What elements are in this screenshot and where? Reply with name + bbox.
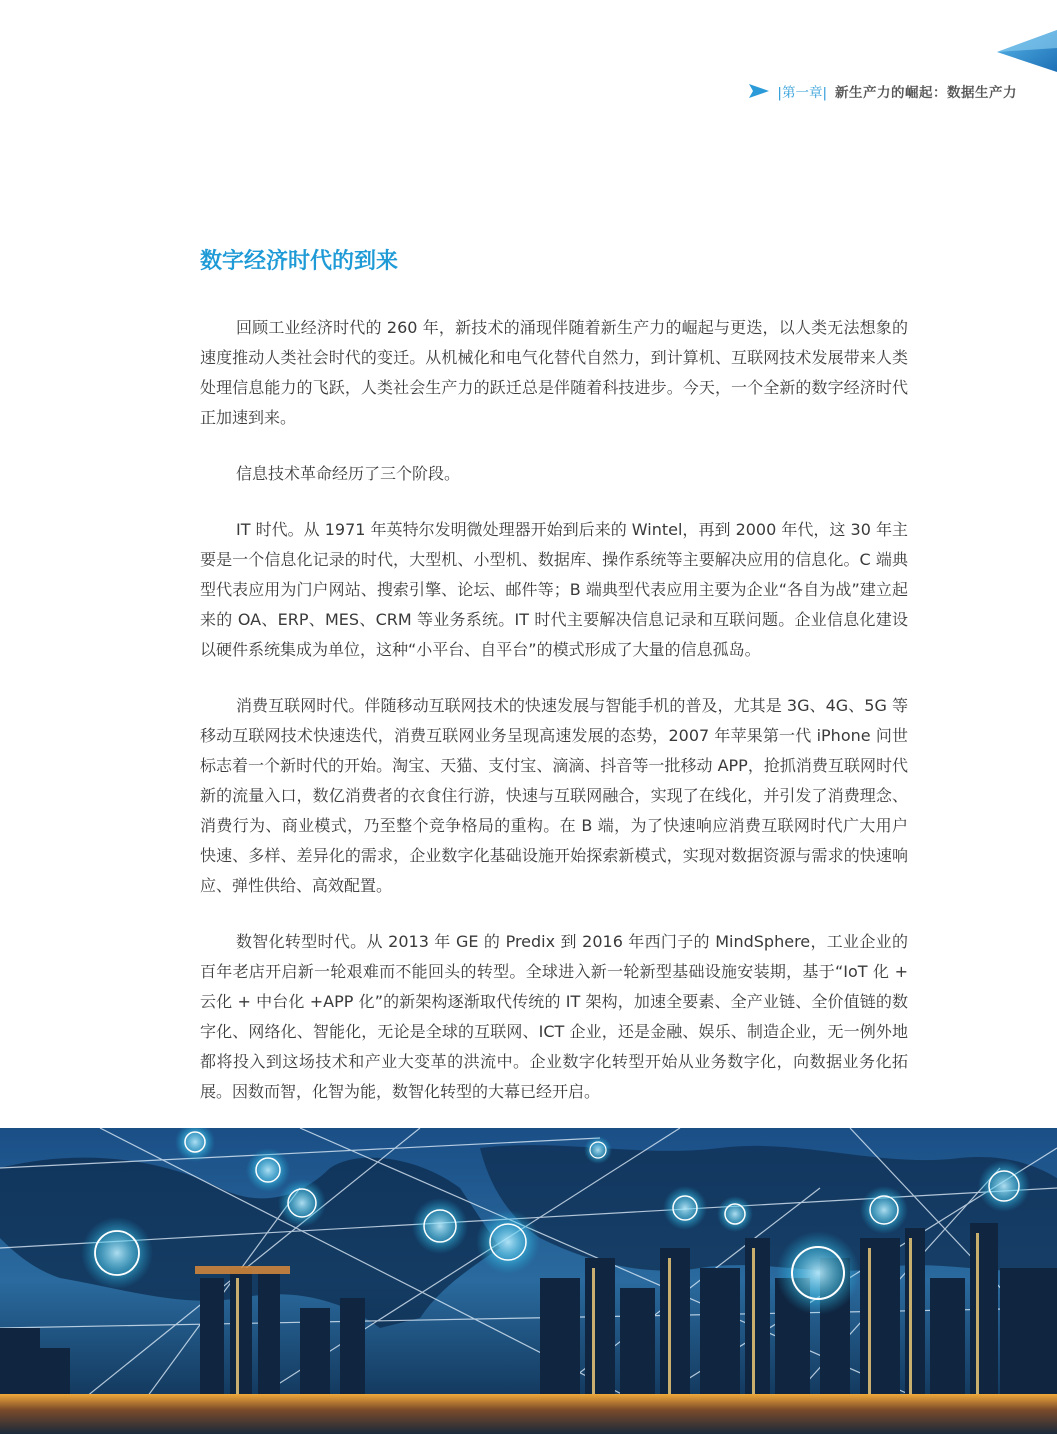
globe-icon — [584, 1136, 612, 1164]
gears-icon — [776, 1231, 860, 1315]
shopping-cart-icon — [860, 1186, 908, 1234]
main-content — [200, 245, 908, 1133]
paragraph-digital-intelligence-era: 数智化转型时代。从 2013 年 GE 的 Predix 到 2016 年西门子的 MindSphere，工业企业的百年老店开启新一轮艰难而不能回头的转型。全球进入新一轮新型基础设施安装期，基于“IoT 化 + 云化 + 中台化 +APP 化”的新架构逐渐取代传统的 IT 架构，加速全要素、全产业链、全价值链的数字化、网络化、智能化，无论是全球的互联网、ICT 企业，还是金融、娱乐、制造企业，无一例外地都将投入到这场技术和产业大变革的洪流中。企业数字化转型开始从业务数字化，向数据业务化拓展。因数而智，化智为能，数智化转型的大幕已经开启。 — [200, 932, 908, 1101]
lock-icon — [476, 1210, 540, 1274]
network-city-image — [0, 1128, 1057, 1434]
paragraph-stages: 信息技术革命经历了三个阶段。 — [236, 464, 461, 483]
city-network-illustration — [0, 1128, 1057, 1434]
paragraph-consumer-internet-era: 消费互联网时代。伴随移动互联网技术的快速发展与智能手机的普及，尤其是 3G、4G、5G 等移动互联网技术快速迭代，消费互联网业务呈现高速发展的态势，2007 年苹果第一代 iPhone 问世标志着一个新时代的开始。淘宝、天猫、支付宝、滴滴、抖音等一批移动 APP，抢抓消费互联网时代新的流量入口，数亿消费者的衣食住行游，快速与互联网融合，实现了在线化，并引发了消费理念、消费行为、商业模式，乃至整个竞争格局的重构。在 B 端，为了快速响应消费互联网时代广大用户快速、多样、差异化的需求，企业数字化基础设施开始探索新模式，实现对数据资源与需求的快速响应、弹性供给、高效配置。 — [200, 696, 908, 895]
lightbulb-icon — [81, 1217, 153, 1289]
corner-decoration — [997, 30, 1057, 72]
cloud-icon — [278, 1179, 326, 1227]
section-title: 数字经济时代的到来 — [200, 249, 399, 274]
headset-icon — [412, 1198, 468, 1254]
tablet-icon — [663, 1186, 707, 1230]
arrow-icon — [749, 84, 769, 98]
paragraph-it-era: IT 时代。从 1971 年英特尔发明微处理器开始到后来的 Wintel，再到 2000 年代，这 30 年主要是一个信息化记录的时代，大型机、小型机、数据库、操作系统等主要解决应用的信息化。C 端典型代表应用为门户网站、搜索引擎、论坛、邮件等；B 端典型代表应用主要为企业“各自为战”建立起来的 OA、ERP、MES、CRM 等业务系统。IT 时代主要解决信息记录和互联问题。企业信息化建设以硬件系统集成为单位，这种“小平台、自平台”的模式形成了大量的信息孤岛。 — [200, 520, 908, 659]
running-header — [749, 80, 1017, 102]
wifi-icon — [246, 1148, 290, 1192]
paragraph-intro: 回顾工业经济时代的 260 年，新技术的涌现伴随着新生产力的崛起与更迭，以人类无法想象的速度推动人类社会时代的变迁。从机械化和电气化替代自然力，到计算机、互联网技术发展带来人类处理信息能力的飞跃，人类社会生产力的跃迁总是伴随着科技进步。今天，一个全新的数字经济时代正加速到来。 — [200, 318, 908, 427]
drop-icon — [717, 1196, 753, 1232]
chapter-label: |第一章| — [777, 85, 827, 101]
chapter-title: 新生产力的崛起：数据生产力 — [835, 85, 1017, 101]
heart-icon — [978, 1160, 1030, 1212]
